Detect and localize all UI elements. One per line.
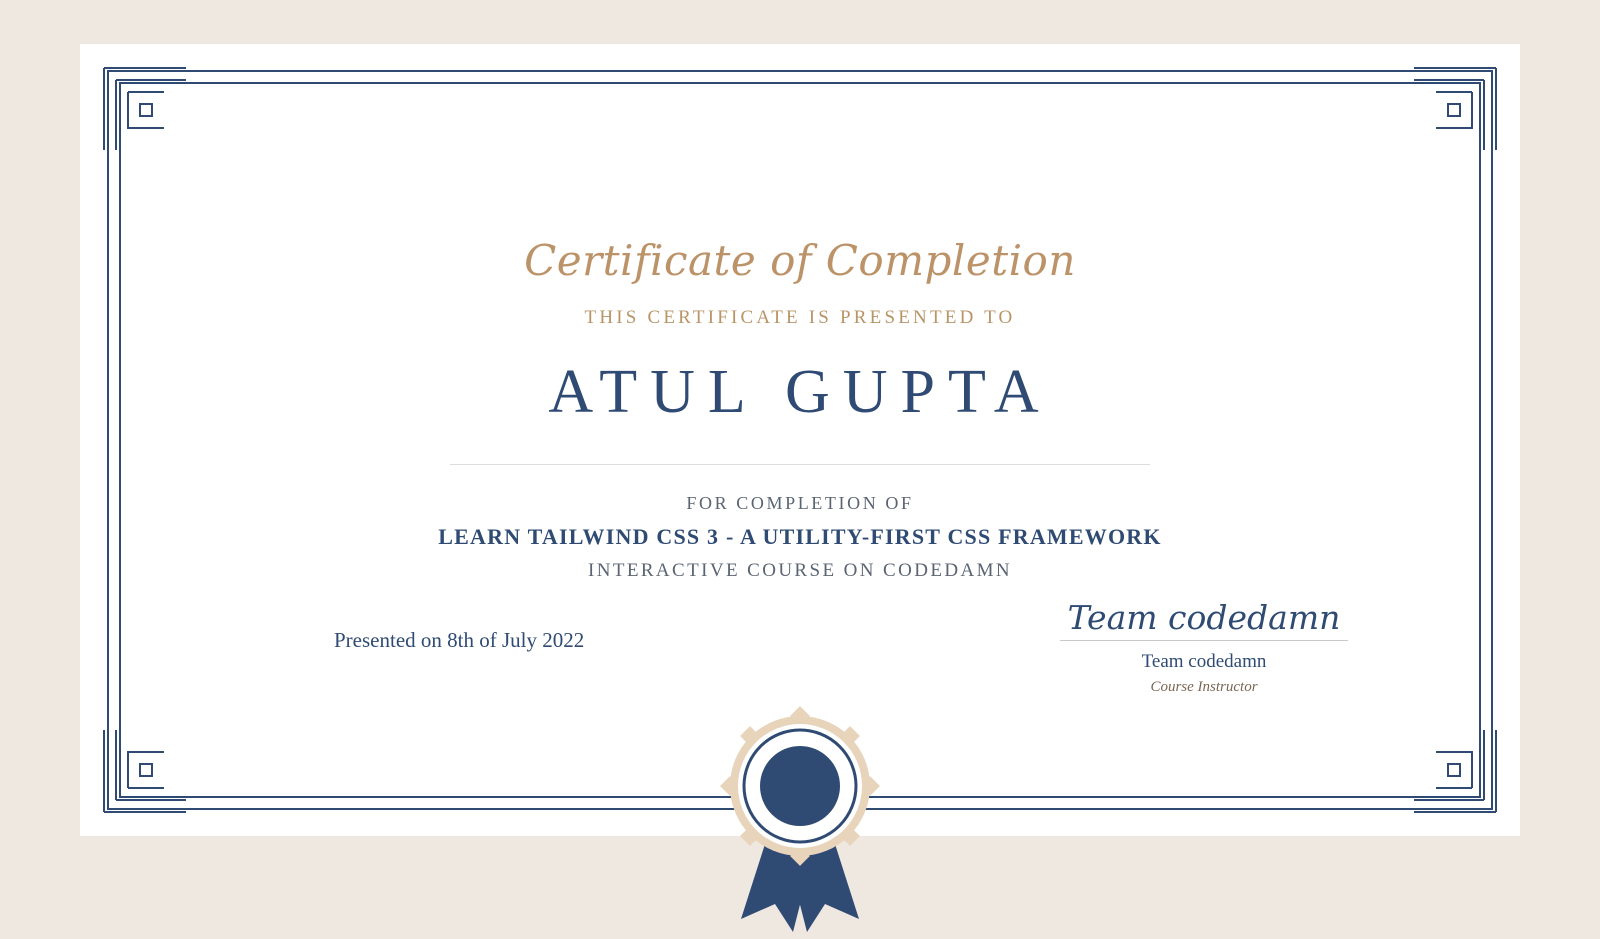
signature-text: Team codedamn <box>1067 598 1341 637</box>
corner-ornament-bottom-right-icon <box>1412 728 1498 814</box>
corner-ornament-bottom-left-icon <box>102 728 188 814</box>
signature-rule <box>1060 640 1348 641</box>
course-subtitle: INTERACTIVE COURSE ON CODEDAMN <box>587 560 1013 581</box>
signer-role: Course Instructor <box>1150 679 1258 696</box>
recipient-name: ATUL GUPTA <box>548 358 1052 426</box>
for-completion-label: FOR COMPLETION OF <box>686 493 914 513</box>
certificate-card <box>80 44 1520 836</box>
course-name: LEARN TAILWIND CSS 3 - A UTILITY-FIRST CSS FRAMEWORK <box>438 524 1162 549</box>
signer-name: Team codedamn <box>1141 651 1267 673</box>
certificate-content <box>80 44 1520 582</box>
presented-to-label: THIS CERTIFICATE IS PRESENTED TO <box>584 307 1016 328</box>
signature-block <box>1054 600 1354 696</box>
divider <box>450 464 1150 465</box>
presented-on-date: Presented on 8th of July 2022 <box>334 628 585 652</box>
certificate-title: Certificate of Completion <box>524 236 1076 285</box>
